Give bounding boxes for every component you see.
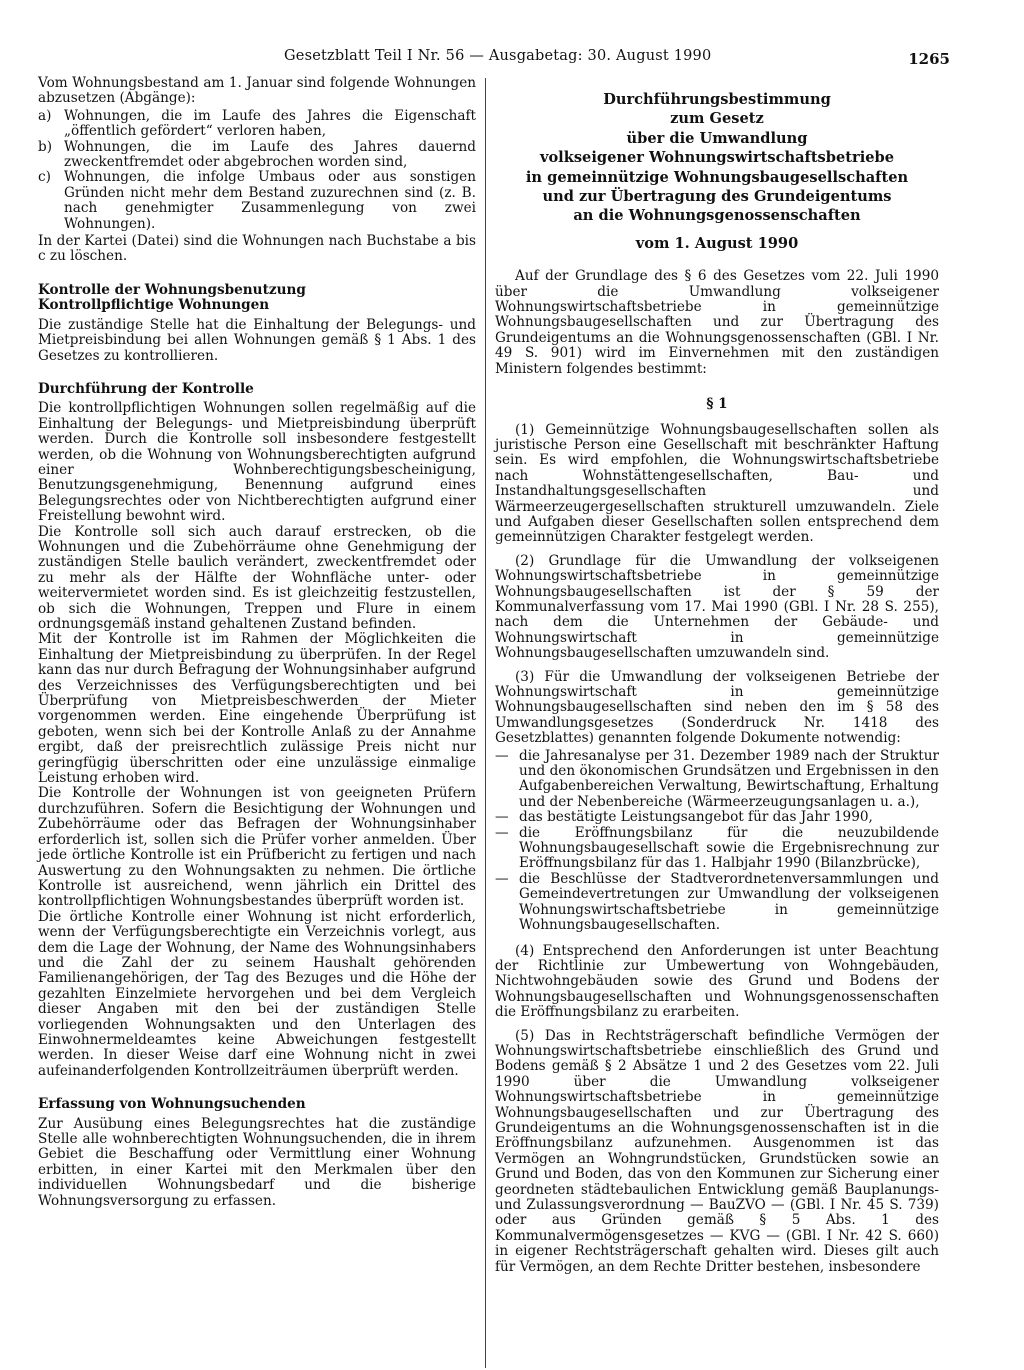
list-text: Wohnungen, die infolge Umbaus oder aus sonstigen Gründen nicht mehr dem Bestand zuzurechnen sind (z. B. nach genehmigter Zusammenlegung von zwei Wohnungen). bbox=[64, 169, 476, 232]
paragraph: Mit der Kontrolle ist im Rahmen der Möglichkeiten die Einhaltung der Mietpreisbindung zu überprüfen. In der Regel kann das nur durch Befragung der Wohnungsinhaber aufgrund des Verzeichnisses des Verfügungsberechtigten und bei Überprüfung von Mietpreisbeschwerden der Mieter vorgenommen werden. Eine eingehende Überprüfung ist geboten, wenn sich bei der Kontrolle Anlaß zu der Annahme ergibt, daß der preisrechtlich zulässige Preis nicht nur geringfügig überschritten oder eine unzulässige einmalige Leistung erhoben wird. bbox=[38, 631, 476, 787]
section-number: § 1 bbox=[706, 396, 728, 413]
paragraph-abs1: (1) Gemeinnützige Wohnungsbaugesellschaften sollen als juristische Person eine Gesellschaft mit beschränkter Haftung sein. Es wird empfohlen, die Wohnungswirtschaftsbetriebe nach Wohnstättengesellschaften, Bau- und Instandhaltungsgesellschaften und Wärmeerzeugergesellschaften strukturell umzuwandeln. Ziele und Aufgaben dieser Gesellschaften sollen entsprechend dem gemeinnützigen Charakter festgelegt werden. bbox=[495, 421, 939, 546]
list-item bbox=[495, 749, 939, 811]
list-item bbox=[38, 140, 476, 171]
list-item bbox=[495, 826, 939, 872]
title-line: volkseigener Wohnungswirtschaftsbetriebe bbox=[539, 149, 895, 167]
list-item bbox=[38, 109, 476, 140]
paragraph: Die örtliche Kontrolle einer Wohnung ist nicht erforderlich, wenn der Verfügungsberechtigte ein Verzeichnis vorlegt, aus dem die Lage der Wohnung, der Name des Wohnungsinhabers und die Zahl der zu seinem Haushalt gehörenden Familienangehörigen, der Tag des Bezuges und die Höhe der gezahlten Einzelmiete hervorgehen und bei dem Vergleich dieser Angaben mit den bei der zuständigen Stelle vorliegenden Wohnungsakten und den Unterlagen des Einwohnermeldeamtes keine Abweichungen festgestellt werden. In dieser Weise darf eine Wohnung nicht in zwei aufeinanderfolgenden Kontrollzeiträumen überprüft werden. bbox=[38, 908, 476, 1079]
page-header bbox=[40, 48, 950, 74]
dash-marker: — bbox=[495, 870, 509, 887]
dash-marker: — bbox=[495, 747, 509, 764]
title-line: zum Gesetz bbox=[670, 110, 764, 128]
list-text: das bestätigte Leistungsangebot für das Jahr 1990, bbox=[519, 809, 873, 826]
ordinance-title bbox=[495, 90, 939, 226]
list-text: die Eröffnungsbilanz für die neuzubildende Wohnungsbaugesellschaft sowie die Ergebnisrechnung zur Eröffnungsbilanz für das 1. Halbjahr 1990 (Bilanzbrücke), bbox=[519, 824, 939, 872]
page-number: 1265 bbox=[908, 50, 950, 68]
list-text: Wohnungen, die im Laufe des Jahres die Eigenschaft „öffentlich gefördert“ verloren haben, bbox=[64, 107, 476, 140]
subheading-kontrollpflichtige: Kontrollpflichtige Wohnungen bbox=[38, 297, 270, 314]
left-column bbox=[38, 76, 476, 1209]
paragraph-abs3: (3) Für die Umwandlung der volkseigenen Betriebe der Wohnungswirtschaft in gemeinnützige Wohnungsbaugesellschaften sind neben den im § 58 des Umwandlungsgesetzes (Sonderdruck Nr. 1418 des Gesetzblattes) genannten folgende Dokumente notwendig: bbox=[495, 668, 939, 747]
column-divider bbox=[485, 78, 486, 1368]
list-text: die Jahresanalyse per 31. Dezember 1989 nach der Struktur und den ökonomischen Grundsätzen und Ergebnissen in den Aufgabenbereichen Verwaltung, Bewirtschaftung, Erhaltung und der Nebenbereiche (Wärmeerzeugungsanlagen u. a.), bbox=[519, 747, 939, 810]
list-text: Wohnungen, die im Laufe des Jahres dauernd zweckentfremdet oder abgebrochen worden sind, bbox=[64, 138, 476, 171]
paragraph-abs4: (4) Entsprechend den Anforderungen ist unter Beachtung der Richtlinie zur Umbewertung von Wohngebäuden, Nichtwohngebäuden sowie des Grund und Bodens der Wohnungsbaugesellschaften und Wohnungsgenossenschaften die Eröffnungsbilanz zu erarbeiten. bbox=[495, 942, 939, 1021]
paragraph: Die kontrollpflichtigen Wohnungen sollen regelmäßig auf die Einhaltung der Belegungs- und Mietpreisbindung überprüft werden. Durch die Kontrolle soll insbesondere festgestellt werden, ob die Wohnung von Wohnungsberechtigten aufgrund einer Wohnberechtigungsbescheinigung, Benutzungsgenehmigung, Benennung aufgrund eines Belegungsrechtes oder von Nichtberechtigten aufgrund einer Freistellung bewohnt wird. bbox=[38, 400, 476, 525]
abgaenge-list bbox=[38, 109, 476, 232]
documents-list bbox=[495, 749, 939, 934]
paragraph: Die Kontrolle soll sich auch darauf erstrecken, ob die Wohnungen und die Zubehörräume ohne Genehmigung der zuständigen Stelle baulich verändert, zweckentfremdet oder zu mehr als der Hälfte der Wohnfläche unter- oder weitervermietet worden sind. Es ist gleichzeitig festzustellen, ob sich die Wohnungen, Treppen und Flure in einem ordnungsgemäß instand gehaltenen Zustand befinden. bbox=[38, 523, 476, 632]
ordinance-date: vom 1. August 1990 bbox=[635, 234, 799, 252]
paragraph: Die Kontrolle der Wohnungen ist von geeigneten Prüfern durchzuführen. Sofern die Besichtigung der Wohnungen und Zubehörräume oder das Befragen der Wohnungsinhaber erforderlich ist, sollen sich die Prüfer vorher anmelden. Über jede örtliche Kontrolle ist ein Prüfbericht zu fertigen und nach Auswertung zu den Wohnungsakten zu nehmen. Die örtliche Kontrolle ist ausreichend, wenn jährlich ein Drittel des kontrollpflichtigen Wohnungsbestandes überprüft worden ist. bbox=[38, 785, 476, 910]
list-item bbox=[495, 810, 939, 825]
section-heading-erfassung: Erfassung von Wohnungsuchenden bbox=[38, 1096, 306, 1113]
preamble: Auf der Grundlage des § 6 des Gesetzes vom 22. Juli 1990 über die Umwandlung volkseigener Wohnungswirtschaftsbetriebe in gemeinnützige Wohnungsbaugesellschaften und zur Übertragung des Grundeigentums an die Wohnungsgenossenschaften (GBl. I Nr. 49 S. 901) wird im Einvernehmen mit den zuständigen Ministern folgendes bestimmt: bbox=[495, 268, 939, 377]
paragraph: Zur Ausübung eines Belegungsrechtes hat die zuständige Stelle alle wohnberechtigten Wohnungsuchenden, die in ihrem Gebiet die Beschaffung oder Vermittlung einer Wohnung erbitten, in einer Kartei mit den Merkmalen über den individuellen Wohnungsbedarf und die bisherige Wohnungsversorgung zu erfassen. bbox=[38, 1115, 476, 1209]
paragraph-abs5: (5) Das in Rechtsträgerschaft befindliche Vermögen der Wohnungswirtschaftsbetriebe einschließlich des Grund und Bodens gemäß § 2 Absätze 1 und 2 des Gesetzes vom 22. Juli 1990 über die Umwandlung volkseigener Wohnungswirtschaftsbetriebe in gemeinnützige Wohnungsbaugesellschaften und zur Übertragung des Grundeigentums an die Wohnungsgenossenschaften ist in die Eröffnungsbilanz aufzunehmen. Ausgenommen ist das Vermögen an Wohngrundstücken, Grundstücken sowie an Grund und Boden, das von den Kommunen zur Sicherung einer geordneten städtebaulichen Entwicklung gemäß Bauplanungs- und Zulassungsverordnung — BauZVO — (GBl. I Nr. 45 S. 739) oder aus Gründen gemäß § 5 Abs. 1 des Kommunalvermögensgesetzes — KVG — (GBl. I Nr. 42 S. 660) in eigener Rechtsträgerschaft gehalten wird. Dieses gilt auch für Vermögen, an dem Rechte Dritter bestehen, insbesondere bbox=[495, 1027, 939, 1275]
intro-text: Vom Wohnungsbestand am 1. Januar sind folgende Wohnungen abzusetzen (Abgänge): bbox=[38, 75, 476, 107]
list-item bbox=[495, 872, 939, 934]
title-line: in gemeinnützige Wohnungsbaugesellschaften bbox=[525, 168, 909, 186]
section-heading-kontrolle: Kontrolle der Wohnungsbenutzung bbox=[38, 281, 306, 298]
kartei-text: In der Kartei (Datei) sind die Wohnungen nach Buchstabe a bis c zu löschen. bbox=[38, 233, 476, 265]
section-heading-durchfuehrung: Durchführung der Kontrolle bbox=[38, 380, 254, 397]
paragraph: Die zuständige Stelle hat die Einhaltung der Belegungs- und Mietpreisbindung bei allen Wohnungen gemäß § 1 Abs. 1 des Gesetzes zu kontrollieren. bbox=[38, 316, 476, 364]
title-line: über die Umwandlung bbox=[626, 129, 808, 147]
title-line: und zur Übertragung des Grundeigentums bbox=[542, 188, 892, 206]
paragraph-abs2: (2) Grundlage für die Umwandlung der volkseigenen Wohnungswirtschaftsbetriebe in gemeinnützige Wohnungsbaugesellschaften ist der § 59 der Kommunalverfassung vom 17. Mai 1990 (GBl. I Nr. 28 S. 255), nach dem die Unternehmen der Gebäude- und Wohnungswirtschaft in gemeinnützige Wohnungsbaugesellschaften umzuwandeln sind. bbox=[495, 552, 939, 662]
header-title: Gesetzblatt Teil I Nr. 56 — Ausgabetag: 30. August 1990 bbox=[284, 48, 712, 64]
title-line: Durchführungsbestimmung bbox=[603, 91, 831, 108]
title-line: an die Wohnungsgenossenschaften bbox=[573, 207, 861, 225]
list-text: die Beschlüsse der Stadtverordnetenversammlungen und Gemeindevertretungen zur Umwandlung der volkseigenen Wohnungswirtschaftsbetriebe in gemeinnützige Wohnungsbaugesellschaften. bbox=[519, 870, 939, 934]
right-column bbox=[495, 76, 939, 1275]
list-marker: b) bbox=[38, 138, 53, 155]
list-marker: a) bbox=[38, 107, 52, 124]
list-item bbox=[38, 170, 476, 232]
list-marker: c) bbox=[38, 169, 51, 186]
dash-marker: — bbox=[495, 809, 509, 826]
dash-marker: — bbox=[495, 824, 509, 841]
